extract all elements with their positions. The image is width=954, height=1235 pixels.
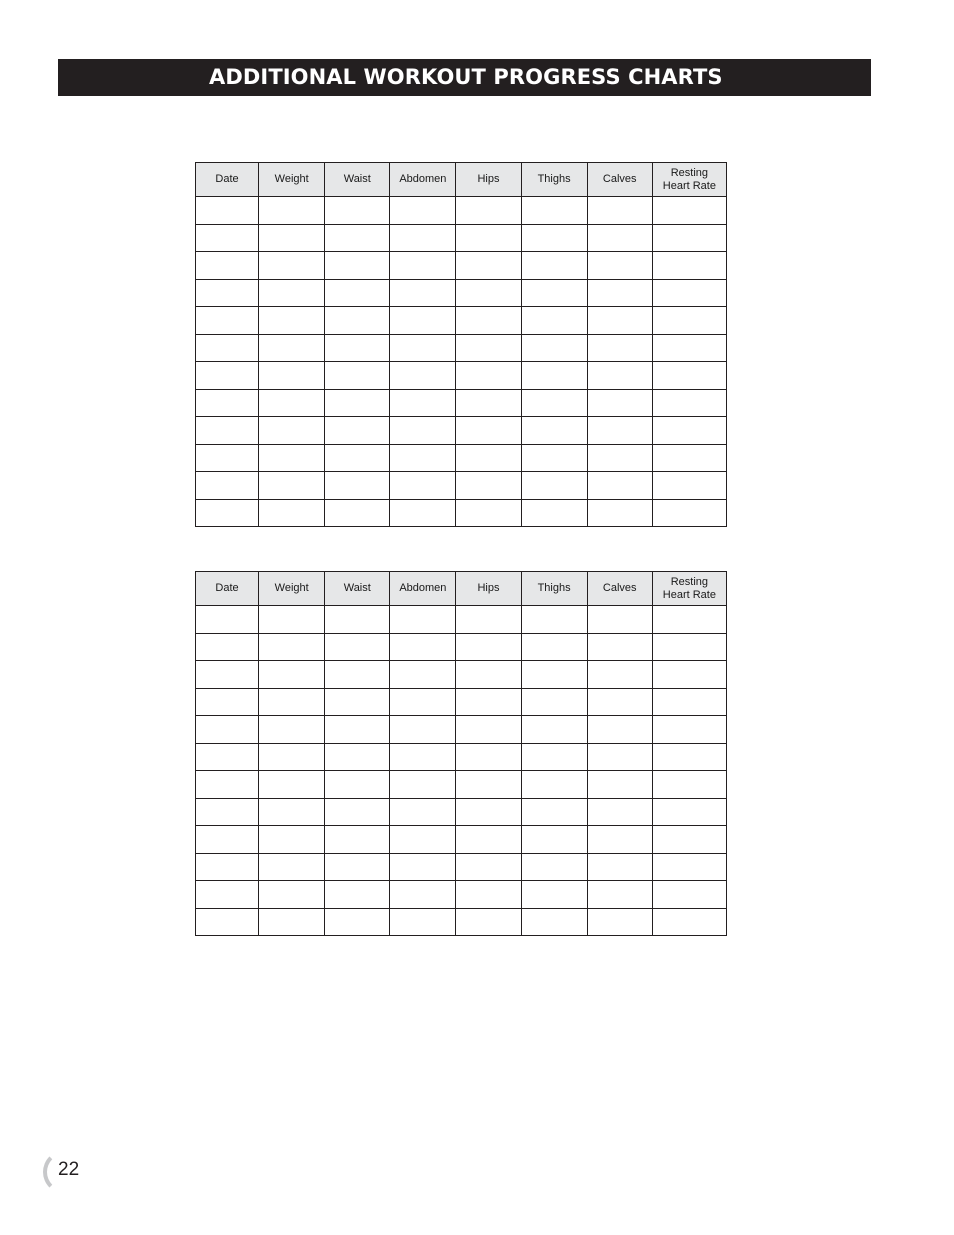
entry-cell bbox=[652, 334, 726, 362]
entry-cell bbox=[456, 224, 521, 252]
entry-cell bbox=[390, 252, 456, 280]
entry-cell bbox=[456, 661, 521, 689]
entry-cell bbox=[196, 771, 259, 799]
entry-cell bbox=[456, 771, 521, 799]
entry-cell bbox=[196, 606, 259, 634]
progress-chart-1 bbox=[195, 162, 727, 527]
entry-cell bbox=[390, 633, 456, 661]
entry-cell bbox=[587, 389, 652, 417]
col-header-weight: Weight bbox=[259, 572, 325, 606]
table-row bbox=[196, 307, 727, 335]
entry-cell bbox=[456, 389, 521, 417]
entry-cell bbox=[521, 908, 587, 936]
entry-cell bbox=[196, 499, 259, 527]
entry-cell bbox=[521, 334, 587, 362]
entry-cell bbox=[587, 362, 652, 390]
table-row bbox=[196, 472, 727, 500]
entry-cell bbox=[652, 307, 726, 335]
entry-cell bbox=[652, 472, 726, 500]
col-header-resting-heart-rate: Resting Heart Rate bbox=[652, 572, 726, 606]
entry-cell bbox=[587, 633, 652, 661]
entry-cell bbox=[325, 197, 390, 225]
entry-cell bbox=[390, 661, 456, 689]
entry-cell bbox=[456, 417, 521, 445]
col-header-hips: Hips bbox=[456, 572, 521, 606]
entry-cell bbox=[325, 334, 390, 362]
table-row bbox=[196, 743, 727, 771]
entry-cell bbox=[587, 197, 652, 225]
entry-cell bbox=[587, 606, 652, 634]
entry-cell bbox=[652, 197, 726, 225]
entry-cell bbox=[390, 279, 456, 307]
header-row bbox=[196, 572, 727, 606]
entry-cell bbox=[587, 853, 652, 881]
entry-cell bbox=[652, 716, 726, 744]
entry-cell bbox=[456, 743, 521, 771]
entry-cell bbox=[652, 499, 726, 527]
entry-cell bbox=[456, 362, 521, 390]
entry-cell bbox=[521, 881, 587, 909]
entry-cell bbox=[196, 224, 259, 252]
entry-cell bbox=[196, 688, 259, 716]
page-number: 22 bbox=[58, 1159, 80, 1180]
entry-cell bbox=[652, 279, 726, 307]
entry-cell bbox=[456, 472, 521, 500]
entry-cell bbox=[456, 334, 521, 362]
entry-cell bbox=[652, 853, 726, 881]
entry-cell bbox=[456, 252, 521, 280]
entry-cell bbox=[456, 881, 521, 909]
entry-cell bbox=[325, 826, 390, 854]
col-header-hips: Hips bbox=[456, 163, 521, 197]
entry-cell bbox=[587, 472, 652, 500]
entry-cell bbox=[325, 499, 390, 527]
table-row bbox=[196, 252, 727, 280]
entry-cell bbox=[259, 606, 325, 634]
entry-cell bbox=[390, 444, 456, 472]
col-header-waist: Waist bbox=[325, 572, 390, 606]
entry-cell bbox=[259, 798, 325, 826]
entry-cell bbox=[325, 606, 390, 634]
entry-cell bbox=[196, 279, 259, 307]
entry-cell bbox=[652, 798, 726, 826]
col-header-abdomen: Abdomen bbox=[390, 163, 456, 197]
col-header-date: Date bbox=[196, 163, 259, 197]
entry-cell bbox=[652, 881, 726, 909]
table-row bbox=[196, 499, 727, 527]
entry-cell bbox=[587, 499, 652, 527]
entry-cell bbox=[259, 743, 325, 771]
header-row bbox=[196, 163, 727, 197]
entry-cell bbox=[521, 279, 587, 307]
entry-cell bbox=[521, 853, 587, 881]
col-header-weight: Weight bbox=[259, 163, 325, 197]
entry-cell bbox=[521, 606, 587, 634]
entry-cell bbox=[196, 472, 259, 500]
entry-cell bbox=[587, 307, 652, 335]
entry-cell bbox=[325, 417, 390, 445]
entry-cell bbox=[521, 798, 587, 826]
entry-cell bbox=[259, 334, 325, 362]
entry-cell bbox=[587, 743, 652, 771]
entry-cell bbox=[587, 881, 652, 909]
entry-cell bbox=[196, 853, 259, 881]
col-header-thighs: Thighs bbox=[521, 572, 587, 606]
table-row bbox=[196, 716, 727, 744]
entry-cell bbox=[325, 771, 390, 799]
entry-cell bbox=[196, 362, 259, 390]
page-title: ADDITIONAL WORKOUT PROGRESS CHARTS bbox=[58, 59, 871, 96]
entry-cell bbox=[521, 716, 587, 744]
entry-cell bbox=[587, 771, 652, 799]
entry-cell bbox=[259, 362, 325, 390]
entry-cell bbox=[325, 472, 390, 500]
entry-cell bbox=[587, 444, 652, 472]
table-row bbox=[196, 362, 727, 390]
entry-cell bbox=[390, 853, 456, 881]
entry-cell bbox=[259, 688, 325, 716]
entry-cell bbox=[521, 633, 587, 661]
entry-cell bbox=[390, 743, 456, 771]
entry-cell bbox=[456, 307, 521, 335]
entry-cell bbox=[456, 197, 521, 225]
entry-cell bbox=[390, 197, 456, 225]
entry-cell bbox=[456, 279, 521, 307]
entry-cell bbox=[456, 499, 521, 527]
entry-cell bbox=[456, 826, 521, 854]
entry-cell bbox=[390, 417, 456, 445]
col-header-calves: Calves bbox=[587, 163, 652, 197]
entry-cell bbox=[259, 881, 325, 909]
table-row bbox=[196, 633, 727, 661]
entry-cell bbox=[390, 224, 456, 252]
entry-cell bbox=[390, 472, 456, 500]
entry-cell bbox=[390, 389, 456, 417]
entry-cell bbox=[259, 472, 325, 500]
table-row bbox=[196, 334, 727, 362]
entry-cell bbox=[390, 606, 456, 634]
entry-cell bbox=[521, 417, 587, 445]
entry-cell bbox=[259, 417, 325, 445]
entry-cell bbox=[587, 688, 652, 716]
entry-cell bbox=[521, 499, 587, 527]
entry-cell bbox=[325, 389, 390, 417]
entry-cell bbox=[325, 362, 390, 390]
entry-cell bbox=[390, 499, 456, 527]
entry-cell bbox=[259, 826, 325, 854]
entry-cell bbox=[587, 417, 652, 445]
entry-cell bbox=[652, 417, 726, 445]
entry-cell bbox=[325, 633, 390, 661]
entry-cell bbox=[390, 716, 456, 744]
table-row bbox=[196, 688, 727, 716]
entry-cell bbox=[259, 716, 325, 744]
entry-cell bbox=[196, 307, 259, 335]
entry-cell bbox=[196, 334, 259, 362]
entry-cell bbox=[456, 606, 521, 634]
progress-chart-2 bbox=[195, 571, 727, 936]
entry-cell bbox=[456, 853, 521, 881]
entry-cell bbox=[259, 853, 325, 881]
entry-cell bbox=[652, 633, 726, 661]
entry-cell bbox=[196, 417, 259, 445]
entry-cell bbox=[652, 606, 726, 634]
entry-cell bbox=[456, 908, 521, 936]
entry-cell bbox=[259, 224, 325, 252]
entry-cell bbox=[196, 798, 259, 826]
entry-cell bbox=[259, 197, 325, 225]
entry-cell bbox=[196, 444, 259, 472]
entry-cell bbox=[196, 197, 259, 225]
entry-cell bbox=[587, 252, 652, 280]
entry-cell bbox=[196, 908, 259, 936]
entry-cell bbox=[521, 826, 587, 854]
entry-cell bbox=[325, 661, 390, 689]
entry-cell bbox=[521, 362, 587, 390]
entry-cell bbox=[325, 444, 390, 472]
entry-cell bbox=[587, 224, 652, 252]
entry-cell bbox=[652, 771, 726, 799]
table-row bbox=[196, 224, 727, 252]
entry-cell bbox=[521, 389, 587, 417]
entry-cell bbox=[587, 826, 652, 854]
entry-cell bbox=[456, 716, 521, 744]
entry-cell bbox=[521, 472, 587, 500]
table-row bbox=[196, 279, 727, 307]
entry-cell bbox=[587, 334, 652, 362]
entry-cell bbox=[325, 798, 390, 826]
entry-cell bbox=[325, 716, 390, 744]
col-header-abdomen: Abdomen bbox=[390, 572, 456, 606]
entry-cell bbox=[390, 334, 456, 362]
entry-cell bbox=[259, 633, 325, 661]
table-row bbox=[196, 881, 727, 909]
entry-cell bbox=[390, 771, 456, 799]
col-header-thighs: Thighs bbox=[521, 163, 587, 197]
entry-cell bbox=[325, 853, 390, 881]
entry-cell bbox=[652, 252, 726, 280]
entry-cell bbox=[521, 252, 587, 280]
entry-cell bbox=[196, 716, 259, 744]
entry-cell bbox=[587, 908, 652, 936]
entry-cell bbox=[325, 224, 390, 252]
entry-cell bbox=[325, 688, 390, 716]
entry-cell bbox=[652, 743, 726, 771]
table-row bbox=[196, 826, 727, 854]
entry-cell bbox=[259, 771, 325, 799]
table-row bbox=[196, 853, 727, 881]
entry-cell bbox=[456, 444, 521, 472]
entry-cell bbox=[521, 444, 587, 472]
entry-cell bbox=[390, 908, 456, 936]
entry-cell bbox=[196, 743, 259, 771]
entry-cell bbox=[587, 661, 652, 689]
table-row bbox=[196, 771, 727, 799]
table-row bbox=[196, 798, 727, 826]
entry-cell bbox=[456, 633, 521, 661]
table-row bbox=[196, 197, 727, 225]
entry-cell bbox=[196, 881, 259, 909]
entry-cell bbox=[390, 362, 456, 390]
entry-cell bbox=[652, 661, 726, 689]
entry-cell bbox=[652, 362, 726, 390]
entry-cell bbox=[390, 307, 456, 335]
entry-cell bbox=[325, 908, 390, 936]
entry-cell bbox=[259, 389, 325, 417]
entry-cell bbox=[587, 279, 652, 307]
col-header-date: Date bbox=[196, 572, 259, 606]
entry-cell bbox=[325, 743, 390, 771]
entry-cell bbox=[521, 224, 587, 252]
entry-cell bbox=[196, 661, 259, 689]
table-row bbox=[196, 444, 727, 472]
entry-cell bbox=[390, 688, 456, 716]
entry-cell bbox=[456, 798, 521, 826]
entry-cell bbox=[587, 716, 652, 744]
entry-cell bbox=[259, 444, 325, 472]
entry-cell bbox=[521, 661, 587, 689]
entry-cell bbox=[521, 743, 587, 771]
entry-cell bbox=[196, 826, 259, 854]
entry-cell bbox=[325, 252, 390, 280]
col-header-calves: Calves bbox=[587, 572, 652, 606]
entry-cell bbox=[325, 279, 390, 307]
entry-cell bbox=[652, 444, 726, 472]
entry-cell bbox=[521, 307, 587, 335]
entry-cell bbox=[390, 798, 456, 826]
entry-cell bbox=[259, 661, 325, 689]
col-header-waist: Waist bbox=[325, 163, 390, 197]
entry-cell bbox=[196, 389, 259, 417]
entry-cell bbox=[652, 826, 726, 854]
table-row bbox=[196, 606, 727, 634]
entry-cell bbox=[196, 633, 259, 661]
table-row bbox=[196, 661, 727, 689]
entry-cell bbox=[521, 197, 587, 225]
table-row bbox=[196, 908, 727, 936]
table-row bbox=[196, 417, 727, 445]
entry-cell bbox=[652, 908, 726, 936]
entry-cell bbox=[259, 252, 325, 280]
entry-cell bbox=[652, 688, 726, 716]
entry-cell bbox=[652, 389, 726, 417]
entry-cell bbox=[652, 224, 726, 252]
entry-cell bbox=[456, 688, 521, 716]
entry-cell bbox=[325, 307, 390, 335]
entry-cell bbox=[196, 252, 259, 280]
entry-cell bbox=[259, 279, 325, 307]
entry-cell bbox=[259, 307, 325, 335]
entry-cell bbox=[521, 771, 587, 799]
entry-cell bbox=[390, 826, 456, 854]
entry-cell bbox=[390, 881, 456, 909]
table-row bbox=[196, 389, 727, 417]
entry-cell bbox=[521, 688, 587, 716]
entry-cell bbox=[587, 798, 652, 826]
entry-cell bbox=[259, 908, 325, 936]
col-header-resting-heart-rate: Resting Heart Rate bbox=[652, 163, 726, 197]
entry-cell bbox=[325, 881, 390, 909]
entry-cell bbox=[259, 499, 325, 527]
